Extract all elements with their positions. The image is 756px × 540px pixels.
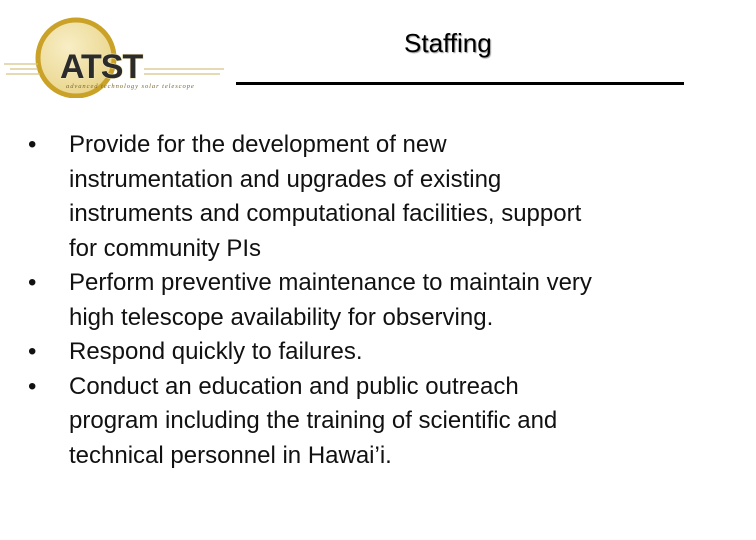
bullet-marker: • <box>28 338 37 365</box>
bullet-line: instrumentation and upgrades of existing <box>69 165 502 193</box>
bullet-item <box>28 266 728 335</box>
bullet-line: Conduct an education and public outreach <box>69 372 519 400</box>
bullet-line: Perform preventive maintenance to maintain very <box>69 269 592 296</box>
bullet-marker: • <box>28 269 37 296</box>
logo-tagline: advanced technology solar telescope <box>66 83 195 90</box>
bullet-marker: • <box>28 372 37 400</box>
bullet-line: technical personnel in Hawai’i. <box>69 441 392 469</box>
bullet-marker: • <box>28 131 37 158</box>
title-divider <box>236 82 684 85</box>
bullet-line: for community PIs <box>69 234 262 262</box>
bullet-line: instruments and computational facilities, support <box>69 200 582 227</box>
atst-logo-graphic <box>4 14 230 98</box>
bullet-item <box>28 370 728 474</box>
slide-title: Staffing <box>404 28 492 58</box>
bullet-item <box>28 335 728 370</box>
bullet-line: Provide for the development of new <box>69 131 447 158</box>
bullet-list <box>28 128 728 473</box>
bullet-item <box>28 128 728 266</box>
bullet-line: program including the training of scientific and <box>69 407 558 434</box>
bullet-line: Respond quickly to failures. <box>69 338 363 365</box>
atst-logo <box>4 14 230 98</box>
bullet-line: high telescope availability for observing. <box>69 303 494 331</box>
logo-wordmark: ATST <box>60 48 143 86</box>
